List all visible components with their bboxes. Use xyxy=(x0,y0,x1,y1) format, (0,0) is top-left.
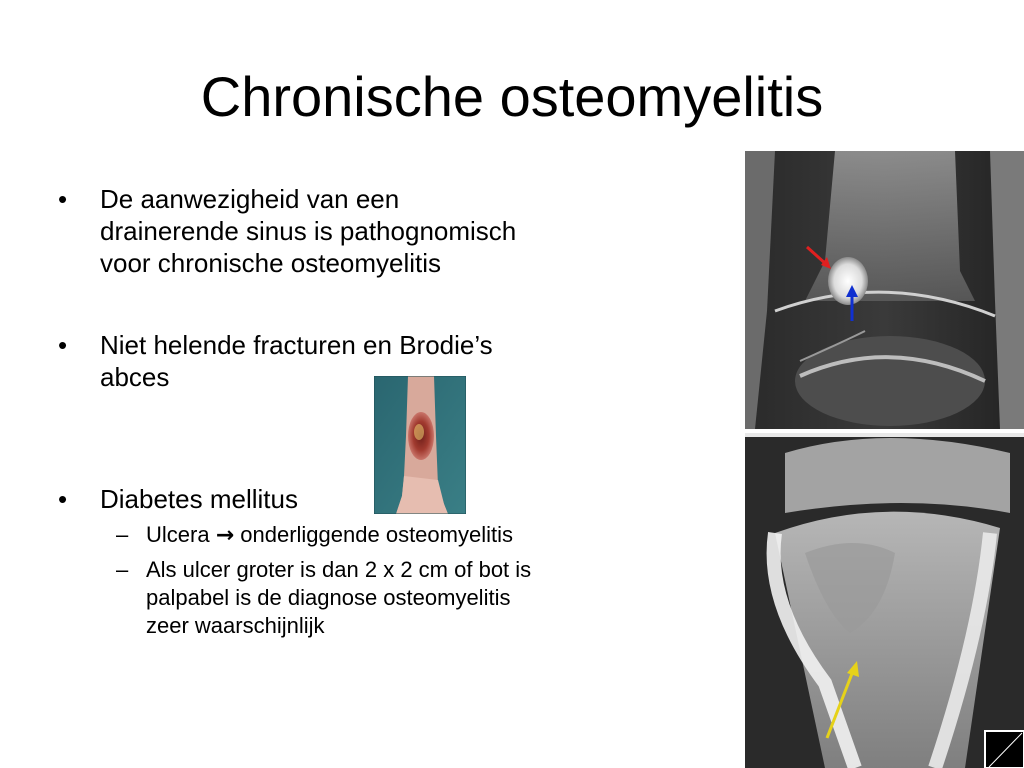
sub-bullet-item xyxy=(58,556,678,640)
bullet-item xyxy=(58,483,678,515)
arrow-icon: → xyxy=(215,523,235,548)
sub-bullet-text: Ulcera xyxy=(146,522,210,547)
bullet-dot: • xyxy=(58,484,68,514)
ankle-mri-image xyxy=(745,151,1024,429)
tibia-ct-image xyxy=(745,433,1024,768)
bullet-line: De aanwezigheid van een xyxy=(100,184,400,214)
slide-title: Chronische osteomyelitis xyxy=(200,65,824,128)
bullet-item xyxy=(58,183,678,279)
bullet-line: voor chronische osteomyelitis xyxy=(100,248,442,278)
sub-bullet-line: zeer waarschijnlijk xyxy=(146,613,325,638)
sub-bullet-dash: – xyxy=(116,522,129,547)
bullet-dot: • xyxy=(58,184,68,214)
sub-bullet-item xyxy=(58,521,678,550)
bullet-list xyxy=(58,183,678,640)
sub-bullet-dash: – xyxy=(116,557,129,582)
bullet-line: drainerende sinus is pathognomisch xyxy=(100,216,517,246)
sub-bullet-line: palpabel is de diagnose osteomyelitis xyxy=(146,585,511,610)
bullet-line: abces xyxy=(100,362,170,392)
sub-bullet-text: onderliggende osteomyelitis xyxy=(240,522,513,547)
bullet-line: Niet helende fracturen en Brodie’s xyxy=(100,330,493,360)
sub-bullet-line: Als ulcer groter is dan 2 x 2 cm of bot is xyxy=(146,557,532,582)
bullet-item xyxy=(58,329,678,393)
bullet-line: Diabetes mellitus xyxy=(100,484,298,514)
leg-ulcer-photo xyxy=(374,376,466,514)
bullet-dot: • xyxy=(58,330,68,360)
